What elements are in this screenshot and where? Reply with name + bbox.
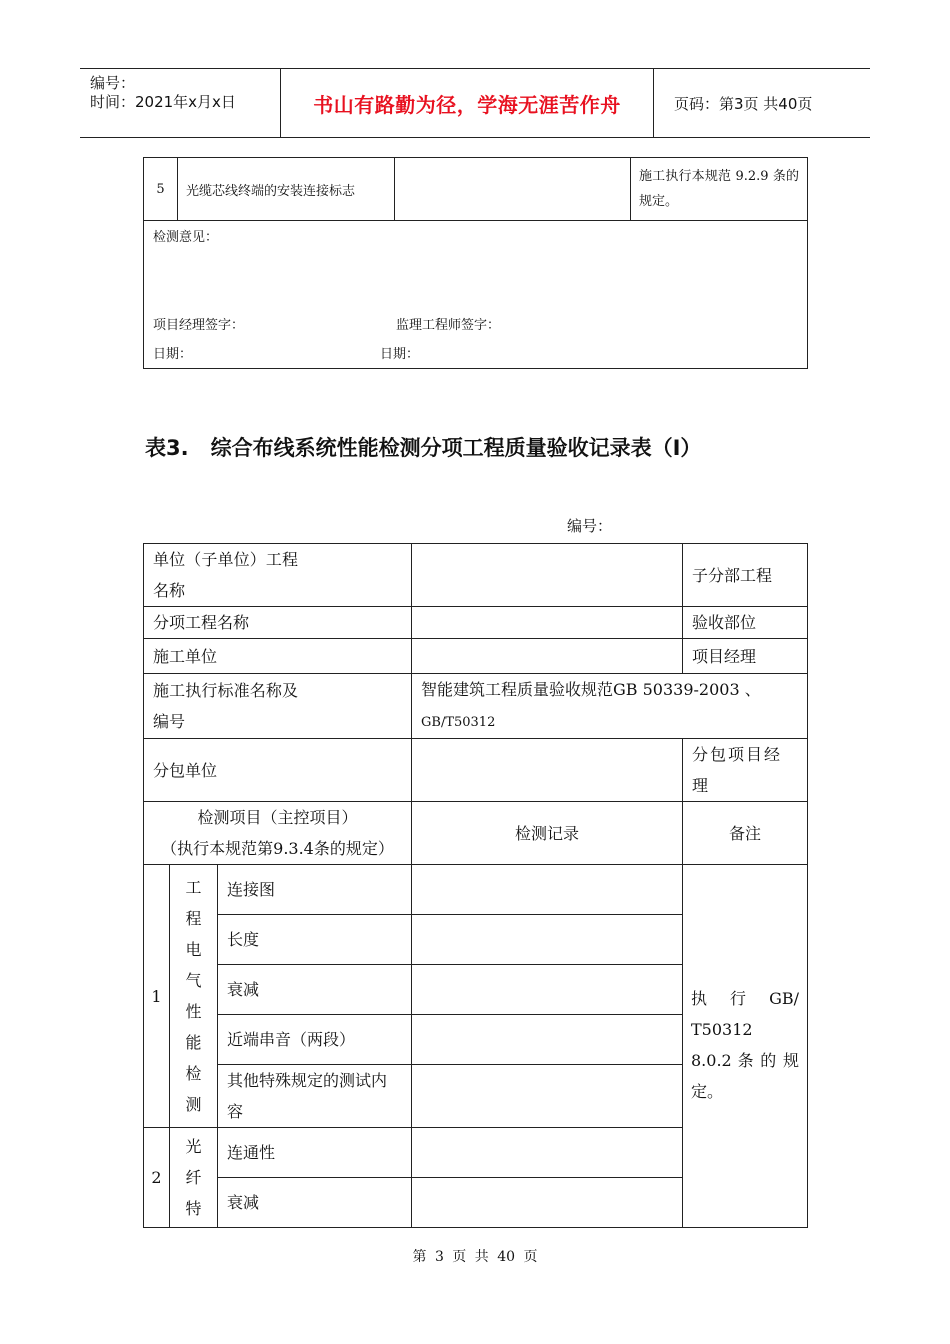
check-item: 其他特殊规定的测试内容 — [218, 1065, 412, 1128]
table-row — [144, 739, 808, 802]
table-row — [144, 544, 808, 607]
page-header — [80, 68, 870, 138]
check-record[interactable] — [412, 915, 683, 965]
check-item: 连通性 — [218, 1128, 412, 1178]
table-row — [144, 221, 808, 369]
supervisor-signature-label: 监理工程师签字： — [396, 318, 501, 333]
group-number: 2 — [144, 1128, 170, 1228]
opinion-cell[interactable] — [144, 221, 808, 369]
row-number: 5 — [144, 158, 178, 221]
check-record-header: 检测记录 — [412, 802, 683, 865]
check-item: 连接图 — [218, 865, 412, 915]
header-code-label: 编号： — [90, 74, 136, 92]
construction-unit-label: 施工单位 — [144, 639, 412, 674]
standard-value-extra: GB/T50312 — [421, 715, 496, 730]
table-row — [144, 158, 808, 221]
group-note: 执 行 GB/ T50312 8.0.2 条 的 规 定。 — [683, 865, 808, 1228]
sub-item-label: 分项工程名称 — [144, 607, 412, 639]
opinion-label: 检测意见： — [153, 230, 219, 245]
sub-item-value[interactable] — [412, 607, 683, 639]
check-record[interactable] — [412, 1065, 683, 1128]
check-note-header: 备注 — [683, 802, 808, 865]
check-item: 衰减 — [218, 965, 412, 1015]
table-number: 表3. — [145, 436, 189, 460]
standard-value: 智能建筑工程质量验收规范GB 50339-2003 、GB/T50312 — [412, 674, 808, 739]
check-record[interactable] — [412, 1178, 683, 1228]
header-page-label: 页码：第3页 共40页 — [674, 94, 813, 113]
acceptance-part-label: 验收部位 — [683, 607, 808, 639]
check-record[interactable] — [412, 865, 683, 915]
check-item: 衰减 — [218, 1178, 412, 1228]
row-record[interactable] — [395, 158, 631, 221]
unit-name-value[interactable] — [412, 544, 683, 607]
table-row — [144, 639, 808, 674]
unit-name-label: 单位（子单位）工程名称 — [144, 544, 412, 607]
group-number: 1 — [144, 865, 170, 1128]
table-title — [145, 432, 701, 462]
header-motto: 书山有路勤为径，学海无涯苦作舟 — [281, 69, 654, 137]
pm-signature-label: 项目经理签字： — [153, 318, 245, 333]
check-header-row — [144, 802, 808, 865]
group-category: 工程电气性能检测 — [170, 865, 218, 1128]
table-row — [144, 674, 808, 739]
table-title-text: 综合布线系统性能检测分项工程质量验收记录表（Ⅰ） — [210, 436, 702, 460]
subcontract-pm-label: 分包项目经理 — [683, 739, 808, 802]
table-row — [144, 607, 808, 639]
group-category: 光纤特 — [170, 1128, 218, 1228]
header-page-indicator — [664, 69, 870, 137]
header-meta — [80, 69, 281, 137]
construction-unit-value[interactable] — [412, 639, 683, 674]
sub-division-label: 子分部工程 — [683, 544, 808, 607]
check-record[interactable] — [412, 965, 683, 1015]
acceptance-table — [143, 543, 808, 1228]
standard-label: 施工执行标准名称及编号 — [144, 674, 412, 739]
fragment-table — [143, 157, 808, 369]
form-code-label: 编号： — [567, 517, 613, 535]
subcontract-unit-label: 分包单位 — [144, 739, 412, 802]
table-row — [144, 865, 808, 915]
check-item-header: 检测项目（主控项目） （执行本规范第9.3.4条的规定） — [144, 802, 412, 865]
date-label: 日期： — [153, 347, 193, 362]
row-item: 光缆芯线终端的安装连接标志 — [178, 158, 395, 221]
page-footer: 第 3 页 共 40 页 — [412, 1249, 538, 1265]
row-note: 施工执行本规范 9.2.9 条的规定。 — [631, 158, 808, 221]
check-record[interactable] — [412, 1128, 683, 1178]
date-label: 日期： — [380, 347, 420, 362]
check-item: 近端串音（两段） — [218, 1015, 412, 1065]
header-time: 时间：2021年x月x日 — [90, 93, 236, 111]
check-record[interactable] — [412, 1015, 683, 1065]
project-manager-label: 项目经理 — [683, 639, 808, 674]
check-item: 长度 — [218, 915, 412, 965]
subcontract-unit-value[interactable] — [412, 739, 683, 802]
